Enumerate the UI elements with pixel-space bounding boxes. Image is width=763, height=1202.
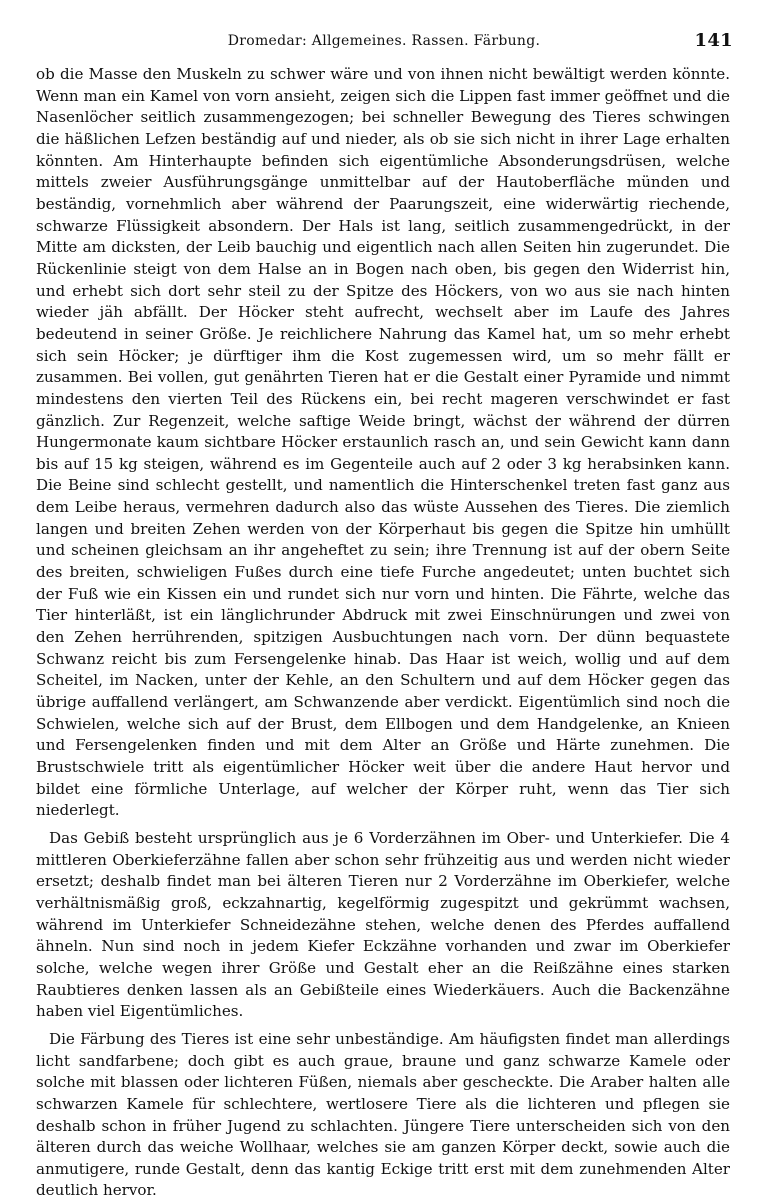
running-head: Dromedar: Allgemeines. Rassen. Färbung. [227,33,541,49]
page-header [35,30,733,56]
body-text [36,64,730,1202]
page-number: 141 [694,30,733,51]
paragraph-coloration: Die Färbung des Tieres ist eine sehr unbeständige. Am häufigsten findet man allerdings licht sandfarbene; doch gibt es auch graue, braune und ganz schwarze Kamele oder solche mit blassen oder lichteren Füßen, niemals aber gescheckte. Die Araber halten alle schwarzen Kamele für schlechtere, wertlosere Tiere als die lichteren und pflegen sie deshalb schon in früher Jugend zu schlachten. Jüngere Tiere unterscheiden sich von den älteren durch das weiche Wollhaar, welches sie am ganzen Körper deckt, sowie auch die anmutigere, runde Gestalt, denn das kantig Eckige tritt erst mit dem zunehmenden Alter deutlich hervor. [36,1029,730,1200]
paragraph-continued: ob die Masse den Muskeln zu schwer wäre und von ihnen nicht bewältigt werden könnte. Wenn man ein Kamel von vorn ansieht, zeigen sich die Lippen fast immer geöffnet und die Nasenlöcher seitlich zusammengezogen; bei schneller Bewegung des Tieres schwingen die häßlichen Lefzen beständig auf und nieder, als ob sie sich nicht in ihrer Lage erhalten könnten. Am Hinterhaupte befinden sich eigentümliche Absonderungsdrüsen, welche mittels zweier Ausführungsgänge unmittelbar auf der Hautoberfläche münden und beständig, vornehmlich aber während der Paarungszeit, eine widerwärtig riechende, schwarze Flüssigkeit absondern. Der Hals ist lang, seitlich zusammengedrückt, in der Mitte am dicksten, der Leib bauchig und eigentlich nach allen Seiten hin zugerundet. Die Rückenlinie steigt von dem Halse an in Bogen nach oben, bis gegen den Widerrist hin, und erhebt sich dort sehr steil zu der Spitze des Höckers, von wo aus sie nach hinten wieder jäh abfällt. Der Höcker steht aufrecht, wechselt aber im Laufe des Jahres bedeutend in seiner Größe. Je reichlichere Nahrung das Kamel hat, um so mehr erhebt sich sein Höcker; je dürftiger ihm die Kost zugemessen wird, um so mehr fällt er zusammen. Bei vollen, gut genährten Tieren hat er die Gestalt einer Pyramide und nimmt mindestens den vierten Teil des Rückens ein, bei recht mageren verschwindet er fast gänzlich. Zur Regenzeit, welche saftige Weide bringt, wächst der während der dürren Hungermonate kaum sichtbare Höcker erstaunlich rasch an, und sein Gewicht kann dann bis auf 15 kg steigen, während es im Gegenteile auch auf 2 oder 3 kg herabsinken kann. Die Beine sind schlecht gestellt, und namentlich die Hinterschenkel treten fast ganz aus dem Leibe heraus, vermehren dadurch also das wüste Aussehen des Tieres. Die ziemlich langen und breiten Zehen werden von der Körperhaut bis gegen die Spitze hin umhüllt und scheinen gleichsam an ihr angeheftet zu sein; ihre Trennung ist auf der obern Seite des breiten, schwieligen Fußes durch eine tiefe Furche angedeutet; unten buchtet sich der Fuß wie ein Kissen ein und rundet sich nur vorn und hinten. Die Fährte, welche das Tier hinterläßt, ist ein länglichrunder Abdruck mit zwei Einschnürungen und zwei von den Zehen herrührenden, spitzigen Ausbuchtungen nach vorn. Der dünn bequastete Schwanz reicht bis zum Fersengelenke hinab. Das Haar ist weich, wollig und auf dem Scheitel, im Nacken, unter der Kehle, an den Schultern und auf dem Höcker gegen das übrige auffallend verlängert, am Schwanzende aber verdickt. Eigentümlich sind noch die Schwielen, welche sich auf der Brust, dem Ellbogen und dem Handgelenke, an Knieen und Fersengelenken finden und mit dem Alter an Größe und Härte zunehmen. Die Brustschwiele tritt als eigentümlicher Höcker weit über die andere Haut hervor und bildet eine förmliche Unterlage, auf welcher der Körper ruht, wenn das Tier sich niederlegt. [36,65,730,820]
paragraph-dentition: Das Gebiß besteht ursprünglich aus je 6 Vorderzähnen im Ober- und Unterkiefer. Die 4 mittleren Oberkieferzähne fallen aber schon sehr frühzeitig aus und werden nicht wieder ersetzt; deshalb findet man bei älteren Tieren nur 2 Vorderzähne im Oberkiefer, welche verhältnismäßig groß, eckzahnartig, kegelförmig zugespitzt und gekrümmt wachsen, während im Unterkiefer Schneidezähne stehen, welche denen des Pferdes auffallend ähneln. Nun sind noch in jedem Kiefer Eckzähne vorhanden und zwar im Oberkiefer solche, welche wegen ihrer Größe und Gestalt eher an die Reißzähne eines starken Raubtieres denken lassen als an Gebißteile eines Wiederkäuers. Auch die Backenzähne haben viel Eigentümliches. [36,828,730,1021]
